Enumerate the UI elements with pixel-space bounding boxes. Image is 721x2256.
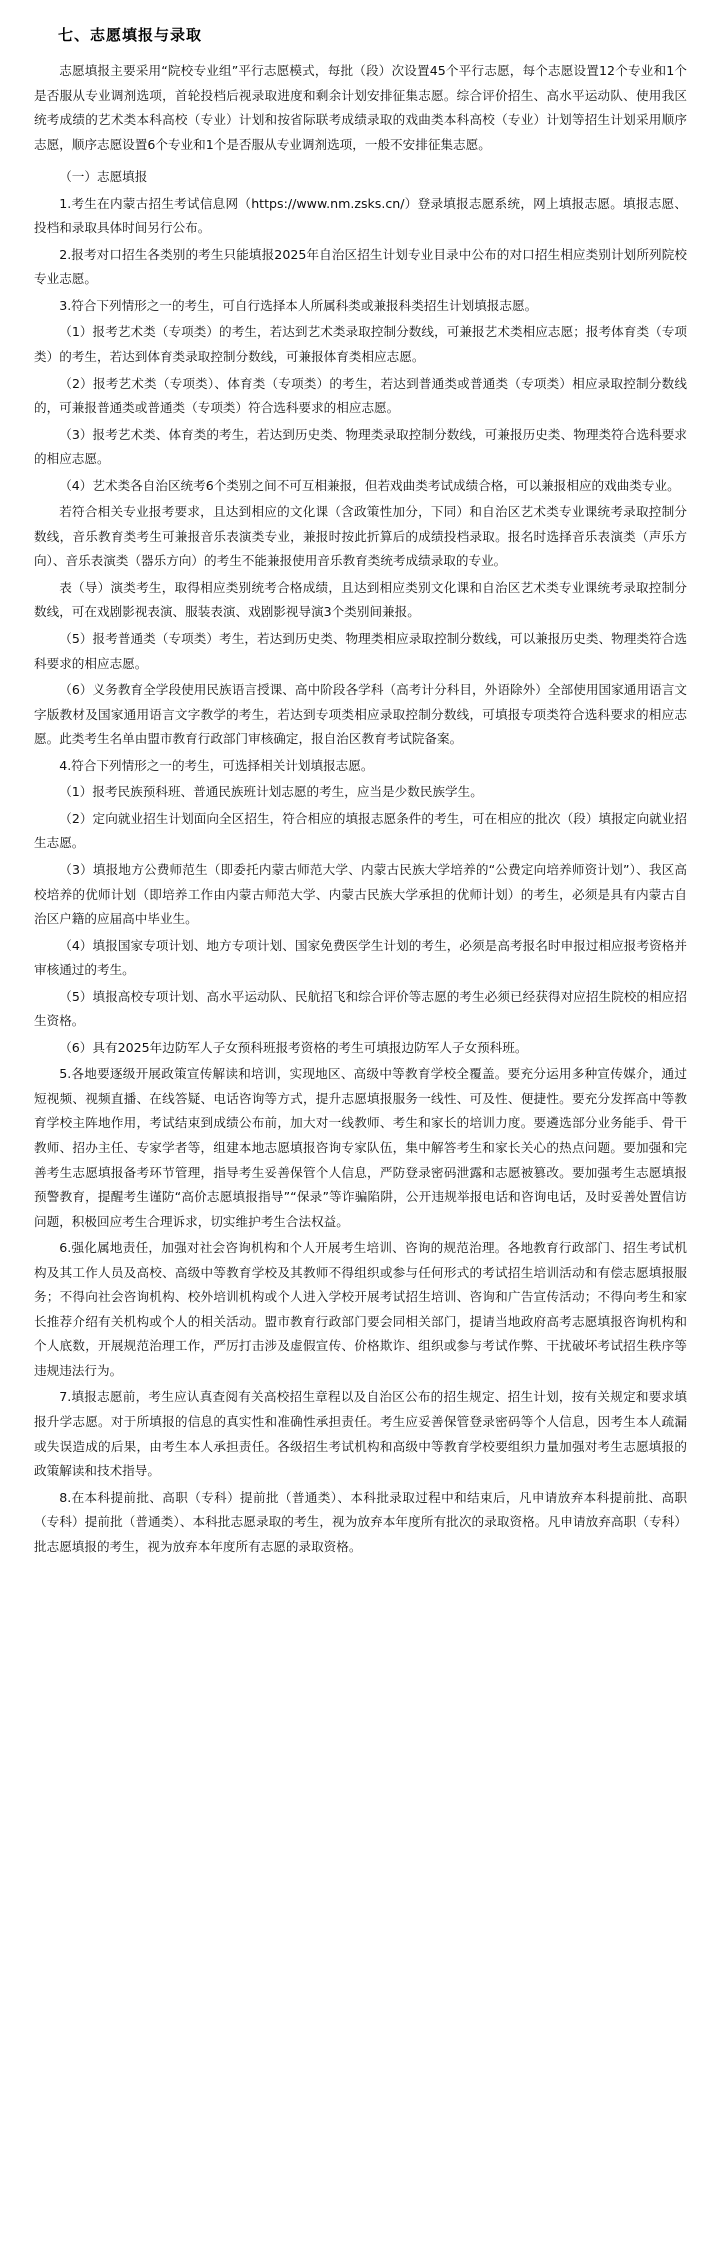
page-title: 七、志愿填报与录取 — [58, 26, 203, 44]
paragraph-intro: 志愿填报主要采用“院校专业组”平行志愿模式，每批（段）次设置45个平行志愿，每个志愿设置12个专业和1个是否服从专业调剂选项，首轮投档后视录取进度和剩余计划安排征集志愿。综合评价招生、高水平运动队、使用我区统考成绩的艺术类本科高校（专业）计划和按省际联考成绩录取的戏曲类本科高校（专业）计划等招生计划采用顺序志愿，顺序志愿设置6个专业和1个是否服从专业调剂选项，一般不安排征集志愿。 — [34, 63, 687, 152]
paragraph-3-5: （5）报考普通类（专项类）考生，若达到历史类、物理类相应录取控制分数线，可以兼报历史类、物理类符合选科要求的相应志愿。 — [34, 631, 687, 671]
paragraph-6: 4.符合下列情形之一的考生，可选择相关计划填报志愿。 — [59, 757, 374, 773]
paragraph-7: 5.各地要逐级开展政策宣传解读和培训，实现地区、高级中等教育学校全覆盖。要充分运用多种宣传媒介，通过短视频、视频直播、在线答疑、电话咨询等方式，提升志愿填报服务一线性、可及性、便捷性。要充分发挥高中等教育学校主阵地作用，考试结束到成绩公布前，加大对一线教师、考生和家长的培训力度。要遴选部分业务能手、骨干教师、招办主任、专家学者等，组建本地志愿填报咨询专家队伍，集中解答考生和家长关心的热点问题。要加强和完善考生志愿填报备考环节管理，指导考生妥善保管个人信息，严防登录密码泄露和志愿被篡改。要加强考生志愿填报预警教育，提醒考生谨防“高价志愿填报指导”“保录”等诈骗陷阱，公开违规举报电话和咨询电话，及时妥善处置信访问题，积极回应考生合理诉求，切实维护考生合法权益。 — [34, 1066, 687, 1229]
paragraph-3-3: （3）报考艺术类、体育类的考生，若达到历史类、物理类录取控制分数线，可兼报历史类、物理类符合选科要求的相应志愿。 — [34, 426, 687, 467]
paragraph-4: 若符合相关专业报考要求，且达到相应的文化课（含政策性加分，下同）和自治区艺术类专业课统考录取控制分数线，音乐教育类考生可兼报音乐表演类专业，兼报时按此折算后的成绩投档录取。报名时选择音乐表演类（声乐方向）、音乐表演类（器乐方向）的考生不能兼报使用音乐教育类统考成绩录取的专业。 — [34, 504, 687, 569]
paragraph-heading-1: （一）志愿填报 — [59, 169, 148, 185]
paragraph-3: 3.符合下列情形之一的考生，可自行选择本人所属科类或兼报科类招生计划填报志愿。 — [59, 297, 538, 313]
paragraph-4-1: （1）报考民族预科班、普通民族班计划志愿的考生，应当是少数民族学生。 — [59, 784, 483, 800]
paragraph-8: 6.强化属地责任，加强对社会咨询机构和个人开展考生培训、咨询的规范治理。各地教育行政部门、招生考试机构及其工作人员及高校、高级中等教育学校及其教师不得组织或参与任何形式的考试招生培训活动和有偿志愿填报服务；不得向社会咨询机构、校外培训机构或个人进入学校开展考试招生培训、咨询和广告宣传活动；不得向考生和家长推荐介绍有关机构或个人的相关活动。盟市教育行政部门要会同相关部门，提请当地政府高考志愿填报咨询机构和个人底数，开展规范治理工作，严厉打击涉及虚假宣传、价格欺诈、组织或参与考试作弊、干扰破坏考试招生秩序等违规违法行为。 — [34, 1240, 687, 1378]
document-body — [34, 59, 687, 1559]
paragraph-9: 7.填报志愿前，考生应认真查阅有关高校招生章程以及自治区公布的招生规定、招生计划，按有关规定和要求填报升学志愿。对于所填报的信息的真实性和准确性承担责任。考生应妥善保管登录密码等个人信息，因考生本人疏漏或失误造成的后果，由考生本人承担责任。各级招生考试机构和高级中等教育学校要组织力量加强对考生志愿填报的政策解读和技术指导。 — [34, 1389, 687, 1479]
paragraph-3-2: （2）报考艺术类（专项类）、体育类（专项类）的考生，若达到普通类或普通类（专项类）相应录取控制分数线的，可兼报普通类或普通类（专项类）符合选科要求的相应志愿。 — [34, 375, 687, 416]
paragraph-3-6: （6）义务教育全学段使用民族语言授课、高中阶段各学科（高考计分科目，外语除外）全部使用国家通用语言文字版教材及国家通用语言文字教学的考生，若达到专项类相应录取控制分数线，可填报专项类符合选科要求的相应志愿。此类考生名单由盟市教育行政部门审核确定，报自治区教育考试院备案。 — [34, 682, 687, 747]
paragraph-4-3: （3）填报地方公费师范生（即委托内蒙古师范大学、内蒙古民族大学培养的“公费定向培养师资计划”）、我区高校培养的优师计划（即培养工作由内蒙古师范大学、内蒙古民族大学承担的优师计划）的考生，必须是具有内蒙古自治区户籍的应届高中毕业生。 — [34, 861, 687, 927]
paragraph-4-4: （4）填报国家专项计划、地方专项计划、国家免费医学生计划的考生，必须是高考报名时申报过相应报考资格并审核通过的考生。 — [34, 937, 687, 978]
paragraph-4-2: （2）定向就业招生计划面向全区招生，符合相应的填报志愿条件的考生，可在相应的批次（段）填报定向就业招生志愿。 — [34, 810, 687, 851]
paragraph-5: 表（导）演类考生，取得相应类别统考合格成绩，且达到相应类别文化课和自治区艺术类专业课统考录取控制分数线，可在戏剧影视表演、服装表演、戏剧影视导演3个类别间兼报。 — [34, 579, 687, 620]
paragraph-4-6: （6）具有2025年边防军人子女预科班报考资格的考生可填报边防军人子女预科班。 — [59, 1039, 528, 1055]
paragraph-3-1: （1）报考艺术类（专项类）的考生，若达到艺术类录取控制分数线，可兼报艺术类相应志愿；报考体育类（专项类）的考生，若达到体育类录取控制分数线，可兼报体育类相应志愿。 — [34, 324, 687, 365]
paragraph-1: 1.考生在内蒙古招生考试信息网（https://www.nm.zsks.cn/）登录填报志愿系统，网上填报志愿。填报志愿、投档和录取具体时间另行公布。 — [34, 195, 687, 236]
paragraph-2: 2.报考对口招生各类别的考生只能填报2025年自治区招生计划专业目录中公布的对口招生相应类别计划所列院校专业志愿。 — [34, 246, 687, 287]
paragraph-3-4: （4）艺术类各自治区统考6个类别之间不可互相兼报，但若戏曲类考试成绩合格，可以兼报相应的戏曲类专业。 — [59, 477, 680, 493]
paragraph-4-5: （5）填报高校专项计划、高水平运动队、民航招飞和综合评价等志愿的考生必须已经获得对应招生院校的相应招生资格。 — [34, 988, 687, 1029]
paragraph-10: 8.在本科提前批、高职（专科）提前批（普通类）、本科批录取过程中和结束后，凡申请放弃本科提前批、高职（专科）提前批（普通类）、本科批志愿录取的考生，视为放弃本年度所有批次的录取资格。凡申请放弃高职（专科）批志愿填报的考生，视为放弃本年度所有志愿的录取资格。 — [34, 1489, 687, 1554]
